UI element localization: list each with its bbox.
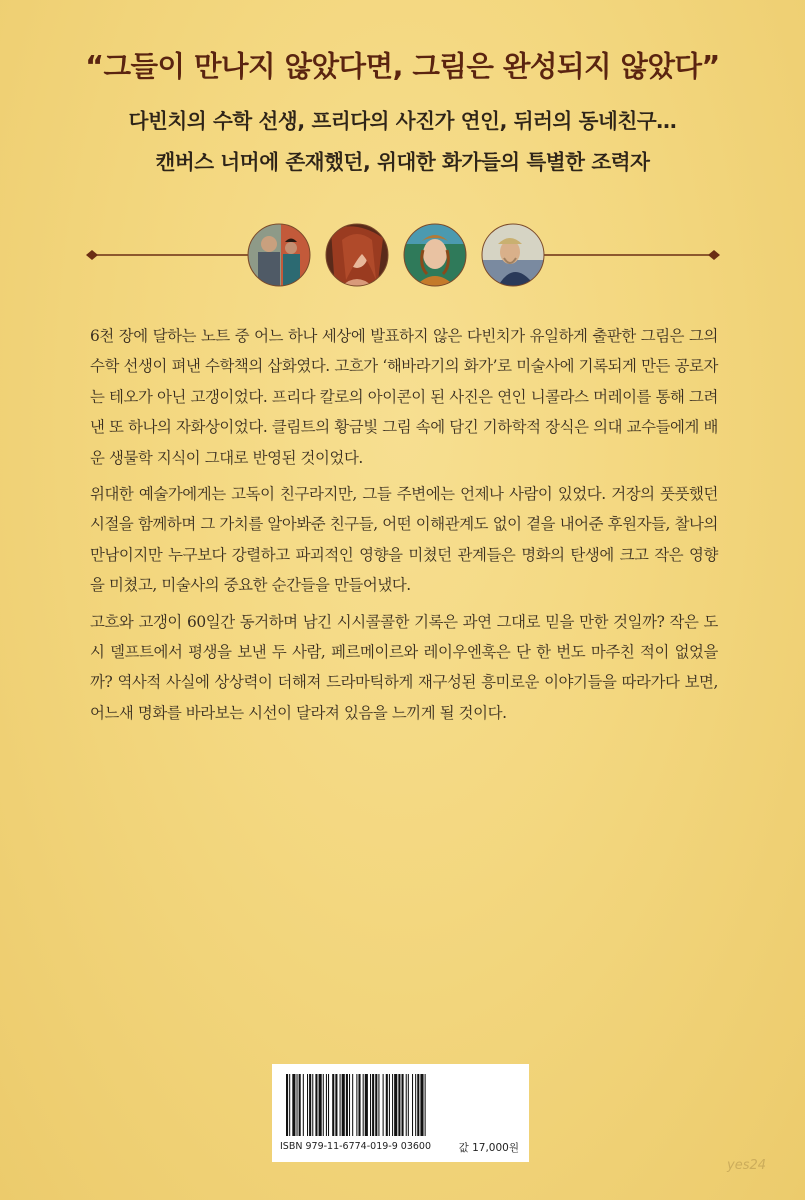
barcode-bar [332, 1074, 334, 1136]
barcode-bar [346, 1074, 348, 1136]
barcode-bar [412, 1074, 413, 1136]
portrait-frida-and-companion [246, 220, 316, 290]
barcode-bar [394, 1074, 397, 1136]
barcode-bar [365, 1074, 368, 1136]
barcode-bar [319, 1074, 322, 1136]
portrait-divider [86, 220, 720, 290]
subtitle-line-1: 다빈치의 수학 선생, 프리다의 사진가 연인, 뒤러의 동네친구… [128, 109, 677, 133]
watermark: yes24 [727, 1158, 767, 1173]
barcode-bar [342, 1074, 345, 1136]
barcode-bar [328, 1074, 329, 1136]
subtitle-line-2: 캔버스 너머에 존재했던, 위대한 화가들의 특별한 조력자 [155, 150, 650, 174]
barcode-bar [420, 1074, 423, 1136]
divider-diamond-right [708, 250, 720, 260]
barcode-bar [312, 1074, 313, 1136]
barcode-bar [363, 1074, 364, 1136]
divider-diamond-left [86, 250, 98, 260]
paragraph-1: 6천 장에 달하는 노트 중 어느 하나 세상에 발표하지 않은 다빈치가 유일하게 출판한 그림은 그의 수학 선생이 펴낸 수학책의 삽화였다. 고흐가 ‘해바라기의 화가’로 미술사에 기록되게 만든 공로자는 테오가 아닌 고갱이었다. 프리다 칼로의 아이콘이 된 사진은 연인 니콜라스 머레이를 통해 그려낸 또 하나의 자화상이었다. 클림트의 황금빛 그림 속에 담긴 기하학적 장식은 의대 교수들에게 배운 생물학 지식이 그대로 반영된 것이었다. [90, 327, 718, 467]
price-label: 값 17,000원 [458, 1142, 519, 1154]
body-text [90, 321, 718, 734]
barcode-bar [392, 1074, 393, 1136]
barcode-bar [297, 1074, 298, 1136]
portrait-woman-with-hat [402, 220, 472, 290]
portrait-woman-red-hair [324, 220, 394, 290]
barcode-bar [289, 1074, 290, 1136]
barcode-bar [307, 1074, 308, 1136]
barcode-bar [402, 1074, 404, 1136]
barcode-bar [398, 1074, 400, 1136]
barcode-bar [386, 1074, 388, 1136]
paragraph-2: 위대한 예술가에게는 고독이 친구라지만, 그들 주변에는 언제나 사람이 있었다. 거장의 풋풋했던 시절을 함께하며 그 가치를 알아봐준 친구들, 어떤 이해관계도 없이 곁을 내어준 후원자들, 찰나의 만남이지만 누구보다 강렬하고 파괴적인 영향을 미쳤던 관계들은 명화의 탄생에 크고 작은 영향을 미쳤고, 미술사의 중요한 순간들을 만들어냈다. [90, 485, 718, 595]
barcode-bar [372, 1074, 374, 1136]
portrait-man-with-cap [480, 220, 550, 290]
barcode-bar [378, 1074, 379, 1136]
barcode-box [272, 1064, 529, 1162]
barcode-bar [299, 1074, 301, 1136]
barcode-bar [406, 1074, 407, 1136]
headline: “그들이 만나지 않았다면, 그림은 완성되지 않았다” [85, 50, 720, 83]
barcode [286, 1074, 515, 1136]
barcode-bar [315, 1074, 317, 1136]
paragraph-3: 고흐와 고갱이 60일간 동거하며 남긴 시시콜콜한 기록은 과연 그대로 믿을 만한 것일까? 작은 도시 델프트에서 평생을 보낸 두 사람, 페르메이르와 레이우엔훅은 단 한 번도 마주친 적이 없었을까? 역사적 사실에 상상력이 더해져 드라마틱하게 재구성된 흥미로운 이야기들을 따라가다 보면, 어느새 명화를 바라보는 시선이 달라져 있음을 느끼게 될 것이다. [90, 612, 718, 722]
barcode-bar [370, 1074, 371, 1136]
barcode-bar [349, 1074, 350, 1136]
barcode-bar [309, 1074, 311, 1136]
barcode-bar [356, 1074, 357, 1136]
barcode-bar [340, 1074, 341, 1136]
barcode-bar [408, 1074, 409, 1136]
isbn-label: ISBN 979-11-6774-019-9 03600 [280, 1141, 432, 1152]
barcode-bar [326, 1074, 327, 1136]
barcode-bar [292, 1074, 295, 1136]
barcode-bar [335, 1074, 337, 1136]
barcode-bar [389, 1074, 390, 1136]
barcode-bar [417, 1074, 419, 1136]
barcode-bar [286, 1074, 288, 1136]
barcode-bar [383, 1074, 384, 1136]
barcode-bar [375, 1074, 377, 1136]
barcode-bar [415, 1074, 416, 1136]
barcode-bar [352, 1074, 353, 1136]
barcode-bar [425, 1074, 426, 1136]
barcode-bar [323, 1074, 324, 1136]
barcode-bar [358, 1074, 360, 1136]
barcode-bar [303, 1074, 304, 1136]
